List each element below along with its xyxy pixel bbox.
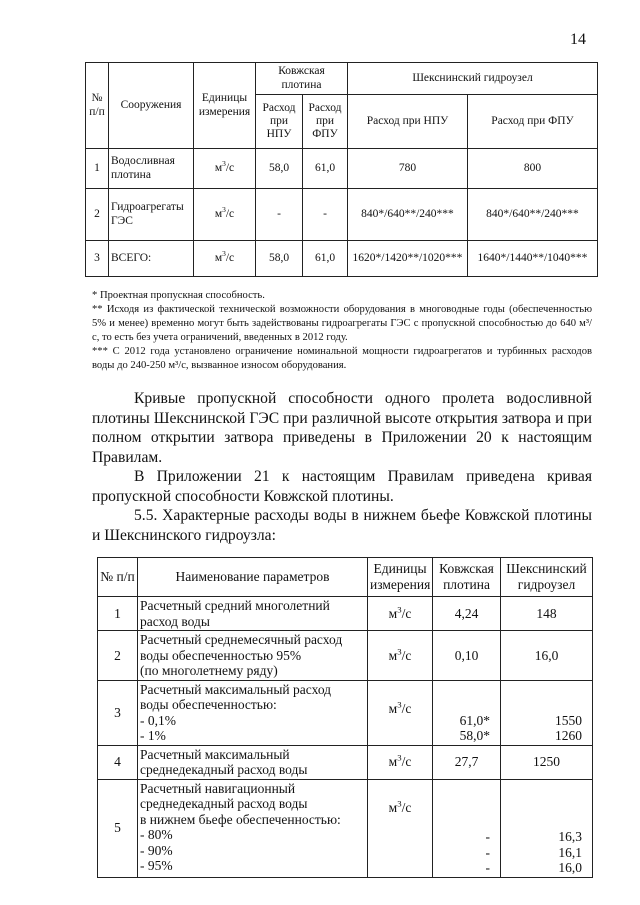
row-num: 1 (98, 597, 138, 631)
value-line: 0,10 (454, 647, 479, 663)
row-num: 3 (86, 241, 109, 277)
kovzha-value (433, 631, 501, 681)
parameter-name (138, 631, 368, 681)
parameter-line: в нижнем бьефе обеспеченностью: (140, 811, 341, 827)
unit-tail: /с (401, 754, 412, 770)
paragraph: Кривые пропускной способности одного пролета водосливной плотины Шекснинской ГЭС при различной высоте открытия затвора и при полном открытии затвора приведены в Приложении 20 к настоящим Правилам. (92, 390, 592, 466)
unit-exponent: 3 (222, 205, 226, 215)
sheksna-value (501, 631, 593, 681)
unit-base: м (214, 207, 223, 220)
unit-base: м (214, 161, 223, 174)
unit-cell (368, 779, 433, 877)
table-row (98, 745, 593, 779)
page-number: 14 (570, 31, 586, 48)
row-num: 3 (98, 680, 138, 745)
sheksna-value (501, 745, 593, 779)
table-row (98, 631, 593, 681)
parameter-line: Расчетный максимальный (140, 746, 290, 762)
value-line: 16,1 (558, 844, 582, 860)
parameter-line: Расчетный средний многолетний (140, 598, 330, 613)
row-num: 1 (86, 149, 109, 189)
unit-cell (368, 631, 433, 681)
unit-base: м (388, 647, 398, 663)
parameter-line: Расчетный навигационный (140, 780, 296, 796)
parameter-line: Расчетный максимальный расход (140, 681, 332, 697)
unit-tail: /с (401, 700, 412, 716)
table-row (98, 779, 593, 877)
parameter-name (138, 597, 368, 631)
table-row (86, 189, 598, 241)
unit-base: м (388, 754, 398, 770)
sheksna-fpu: 1640*/1440**/1040*** (468, 241, 598, 277)
value-line: 16,0 (534, 647, 559, 663)
unit-tail: /с (225, 161, 235, 174)
document-page (85, 0, 600, 878)
discharge-capacity-table (85, 62, 598, 277)
parameter-line: расход воды (140, 613, 210, 629)
unit-exponent: 3 (397, 752, 402, 763)
body-text (92, 389, 592, 545)
unit-cell (194, 189, 256, 241)
kovzha-value (433, 680, 501, 745)
header-units: Единицы измерения (368, 558, 433, 597)
kovzha-fpu: - (303, 189, 348, 241)
kovzha-value (433, 597, 501, 631)
value-line: 61,0* (459, 712, 490, 728)
value-line: 1250 (533, 754, 560, 770)
header-units: Единицы измерения (194, 63, 256, 149)
structure-name: Водосливная плотина (109, 149, 194, 189)
unit-cell (368, 745, 433, 779)
footnotes (92, 289, 592, 373)
paragraph: В Приложении 21 к настоящим Правилам приведена кривая пропускной способности Ковжской плотины. (92, 468, 592, 505)
parameter-line: воды обеспеченностью 95% (140, 647, 302, 663)
kovzha-npu: - (256, 189, 303, 241)
parameter-name (138, 779, 368, 877)
kovzha-value (433, 745, 501, 779)
unit-base: м (388, 799, 398, 815)
header-kovzha: Ковжская плотина (256, 63, 348, 95)
value-line: - (485, 860, 490, 876)
value-line: - (485, 829, 490, 845)
footnote: * Проектная пропускная способность. (92, 290, 265, 301)
parameter-line: воды обеспеченностью: (140, 697, 277, 713)
unit-tail: /с (401, 605, 412, 621)
unit-exponent: 3 (397, 646, 402, 657)
header-sheksna-fpu: Расход при ФПУ (468, 95, 598, 149)
table-row (98, 680, 593, 745)
header-sheksna: Шекснинский гидроузел (348, 63, 598, 95)
header-structure: Сооружения (109, 63, 194, 149)
table-row (86, 241, 598, 277)
structure-name: ВСЕГО: (109, 241, 194, 277)
header-sheksna-npu: Расход при НПУ (348, 95, 468, 149)
value-line: 58,0* (459, 728, 490, 744)
table-row (86, 149, 598, 189)
unit-tail: /с (401, 799, 412, 815)
value-line: 1550 (555, 712, 582, 728)
parameter-line: - 80% (140, 827, 173, 843)
value-line: 148 (536, 605, 557, 621)
unit-cell (368, 597, 433, 631)
characteristic-discharges-table (97, 557, 593, 878)
sheksna-npu: 780 (348, 149, 468, 189)
parameter-line: (по многолетнему ряду) (140, 663, 278, 679)
sheksna-fpu: 800 (468, 149, 598, 189)
unit-cell (368, 680, 433, 745)
parameter-line: - 0,1% (140, 712, 176, 728)
header-name: Наименование параметров (138, 558, 368, 597)
sheksna-npu: 840*/640**/240*** (348, 189, 468, 241)
unit-tail: /с (401, 647, 412, 663)
kovzha-npu: 58,0 (256, 149, 303, 189)
row-num: 5 (98, 779, 138, 877)
kovzha-value (433, 779, 501, 877)
unit-tail: /с (225, 251, 235, 264)
value-line: 1260 (555, 728, 582, 744)
unit-exponent: 3 (397, 699, 402, 710)
sheksna-value (501, 779, 593, 877)
sheksna-fpu: 840*/640**/240*** (468, 189, 598, 241)
value-line: 16,0 (558, 860, 582, 876)
unit-exponent: 3 (222, 159, 226, 169)
unit-base: м (388, 700, 398, 716)
unit-exponent: 3 (397, 798, 402, 809)
header-kovzha-npu: Расход при НПУ (256, 95, 303, 149)
kovzha-npu: 58,0 (256, 241, 303, 277)
value-line: 4,24 (454, 605, 479, 621)
sheksna-value (501, 680, 593, 745)
unit-cell (194, 149, 256, 189)
unit-exponent: 3 (397, 604, 402, 615)
header-sheksna: Шекснинский гидроузел (501, 558, 593, 597)
kovzha-fpu: 61,0 (303, 149, 348, 189)
unit-tail: /с (225, 207, 235, 220)
parameter-line: - 90% (140, 842, 173, 858)
parameter-line: среднедекадный расход воды (140, 762, 308, 778)
unit-base: м (388, 605, 398, 621)
sheksna-npu: 1620*/1420**/1020*** (348, 241, 468, 277)
parameter-line: - 95% (140, 858, 173, 874)
footnote: ** Исходя из фактической технической возможности оборудования в многоводные годы (обеспеченностью 5% и менее) временно могут быть задействованы гидроагрегаты ГЭС с пропускной способностью до 640 м³/с, то есть без учета ограничений, введенных в 2012 году. (92, 304, 592, 343)
footnote: *** С 2012 года установлено ограничение номинальной мощности гидроагрегатов и турбинных расходов воды до 240-250 м³/с, вызванное износом оборудования. (92, 346, 592, 371)
row-num: 4 (98, 745, 138, 779)
unit-base: м (214, 251, 223, 264)
paragraph: 5.5. Характерные расходы воды в нижнем бьефе Ковжской плотины и Шекснинского гидроузла: (92, 507, 592, 544)
parameter-line: среднедекадный расход воды (140, 796, 308, 812)
header-kovzha: Ковжская плотина (433, 558, 501, 597)
structure-name: Гидроагрегаты ГЭС (109, 189, 194, 241)
table-row (98, 597, 593, 631)
parameter-name (138, 745, 368, 779)
value-line: 16,3 (558, 829, 582, 845)
value-line: 27,7 (454, 754, 479, 770)
sheksna-value (501, 597, 593, 631)
parameter-name (138, 680, 368, 745)
header-num: № п/п (98, 558, 138, 597)
parameter-line: - 1% (140, 728, 166, 744)
header-kovzha-fpu: Расход при ФПУ (303, 95, 348, 149)
header-num: № п/п (86, 63, 109, 149)
kovzha-fpu: 61,0 (303, 241, 348, 277)
unit-exponent: 3 (222, 249, 226, 259)
unit-cell (194, 241, 256, 277)
value-line: - (485, 844, 490, 860)
row-num: 2 (86, 189, 109, 241)
row-num: 2 (98, 631, 138, 681)
parameter-line: Расчетный среднемесячный расход (140, 632, 343, 648)
